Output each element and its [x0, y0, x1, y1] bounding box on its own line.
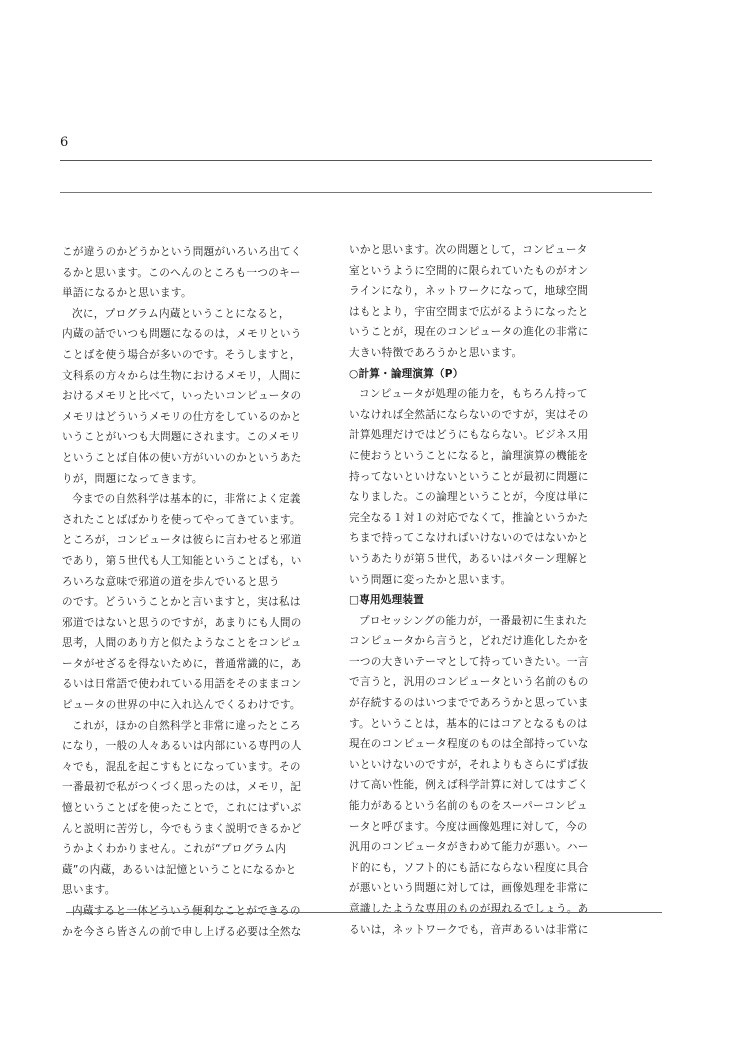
- right-column: [349, 240, 613, 940]
- text-line: るいは，ネットワークでも，音声あるいは非常に: [349, 923, 589, 936]
- text-line: 内蔵すると一体どういう便利なことができるの: [72, 905, 301, 917]
- text-line: で言うと，汎用のコンピュータという名前のもの: [349, 676, 589, 689]
- text-line: 汎用のコンピュータがきわめて能力が悪い。ハー: [349, 841, 589, 854]
- text-line: 憶ということばを使ったことで，これにはずいぶ: [62, 802, 302, 815]
- text-line: ところが，コンピュータは彼らに言わせると邪道: [62, 534, 302, 547]
- text-line: メモリはどういうメモリの仕方をしているのかと: [62, 410, 302, 423]
- text-line: ということば自体の使い方がいいのかというあた: [62, 451, 302, 464]
- text-line: いうあたりが第５世代，あるいはパターン理解と: [349, 552, 589, 565]
- text-line: 内蔵の話でいつも問題になるのは，メモリという: [62, 328, 302, 341]
- text-line: かを今さら皆さんの前で申し上げる必要は全然な: [62, 925, 302, 938]
- text-line: これが，ほかの自然科学と非常に違ったところ: [72, 719, 301, 732]
- text-line: 々でも，混乱を起こすもとになっています。その: [62, 760, 301, 773]
- text-line: るかと思います。このへんのところも一つのキー: [62, 266, 301, 279]
- text-line: 計算処理だけではどうにもならない。ビジネス用: [349, 429, 589, 442]
- text-line: コンピュータから言うと，どれだけ進化したかを: [349, 635, 589, 648]
- text-line: んと説明に苦労し，今でもうまく説明できるかど: [62, 822, 302, 835]
- header-rule-bottom: [60, 192, 652, 193]
- text-line: 意識したような専用のものが現れるでしょう。あ: [349, 903, 589, 915]
- text-line: 現在のコンピュータ程度のものは全部持っていな: [349, 738, 589, 751]
- text-line: 大きい特徴であろうかと思います。: [349, 346, 523, 359]
- text-line: はもとより，宇宙空間まで広がるようになったと: [349, 305, 589, 318]
- text-line: のです。どういうことかと言いますと，実は私は: [62, 596, 301, 609]
- text-line: であり，第５世代も人工知能ということばも，い: [62, 554, 302, 567]
- text-line: いかと思います。次の問題として，コンピュータ: [349, 244, 588, 256]
- text-line: ータと呼びます。今度は画像処理に対して，今の: [349, 820, 588, 833]
- text-line: 文科系の方々からは生物におけるメモリ，人間に: [62, 369, 302, 382]
- text-line: 一つの大きいテーマとして持っていきたい。一言: [349, 655, 589, 668]
- text-line: ピュータの世界の中に入れ込んでくるわけです。: [62, 699, 301, 712]
- text-line: 一番最初で私がつくづく思ったのは，メモリ，記: [62, 781, 302, 794]
- text-line: いうことがいつも大問題にされます。このメモリ: [62, 431, 301, 444]
- text-line: けて高い性能，例えば科学計算に対してはすごく: [349, 779, 589, 792]
- text-line: に使おうということになると，論理演算の機能を: [349, 449, 589, 462]
- text-line: りが，問題になってきます。: [62, 472, 203, 485]
- text-line: 蔵”の内蔵，あるいは記憶ということになるかと: [62, 863, 297, 876]
- text-line: いといけないのですが，それよりもさらにずば抜: [349, 758, 589, 771]
- text-line: いう問題に変ったかと思います。: [349, 573, 512, 586]
- text-line: 思考，人間のあり方と似たようなことをコンピュ: [62, 637, 302, 650]
- text-line: 邪道ではないと思うのですが，あまりにも人間の: [62, 616, 302, 629]
- text-line: ことばを使う場合が多いのです。そうしますと，: [62, 348, 301, 361]
- text-line: ド的にも，ソフト的にも話にならない程度に具合: [349, 861, 589, 874]
- section-heading-dedicated-processor: □専用処理装置: [349, 594, 424, 607]
- text-line: になり，一般の人々あるいは内部にいる専門の人: [62, 740, 302, 753]
- text-line: ろいろな意味で邪道の道を歩んでいると思う: [62, 575, 280, 588]
- text-line: 次に，プログラム内蔵ということになると，: [72, 307, 290, 320]
- text-line: が悪いという問題に対しては，画像処理を非常に: [349, 882, 589, 895]
- text-line: うかよくわかりません。これが“プログラム内: [62, 843, 287, 856]
- text-line: されたことばばかりを使ってやってきています。: [62, 513, 301, 526]
- text-line: す。ということは，基本的にはコアとなるものは: [349, 717, 588, 730]
- text-line: が存続するのはいつまでであろうかと思っていま: [349, 697, 589, 710]
- left-column: [62, 242, 328, 942]
- text-line: 完全なる１対１の対応でなくて，推論というかた: [349, 511, 589, 524]
- text-line: ちまで持ってこなければいけないのではないかと: [349, 532, 589, 545]
- text-line: 持ってないといけないということが最初に問題に: [349, 470, 589, 483]
- text-line: いうことが，現在のコンピュータの進化の非常に: [349, 326, 589, 339]
- text-line: ータがせざるを得ないために，普通常識的に，あ: [62, 657, 302, 670]
- section-heading-computation: ○計算・論理演算（P）: [349, 367, 464, 380]
- text-line: 能力があるという名前のものをスーパーコンピュ: [349, 800, 588, 813]
- text-line: 思います。: [62, 884, 116, 897]
- text-line: いなければ全然話にならないのですが，実はその: [349, 408, 589, 421]
- page-number: 6: [60, 135, 69, 150]
- text-line: 今までの自然科学は基本的に，非常によく定義: [72, 493, 301, 506]
- text-line: なりました。この論理ということが，今度は単に: [349, 491, 589, 504]
- text-line: プロセッシングの能力が，一番最初に生まれた: [359, 614, 588, 627]
- header-rule-top: [60, 160, 652, 161]
- text-line: 単語になるかと思います。: [62, 287, 192, 300]
- text-line: るいは日常語で使われている用語をそのままコン: [62, 678, 302, 691]
- text-line: ラインになり，ネットワークになって，地球空間: [349, 285, 589, 298]
- text-line: こが違うのかどうかという問題がいろいろ出てく: [62, 246, 302, 258]
- text-line: おけるメモリと比べて，いったいコンピュータの: [62, 390, 302, 403]
- text-line: 室というように空間的に限られていたものがオン: [349, 264, 589, 277]
- text-line: コンピュータが処理の能力を，もちろん持って: [359, 388, 588, 401]
- footer-rule: [66, 912, 662, 913]
